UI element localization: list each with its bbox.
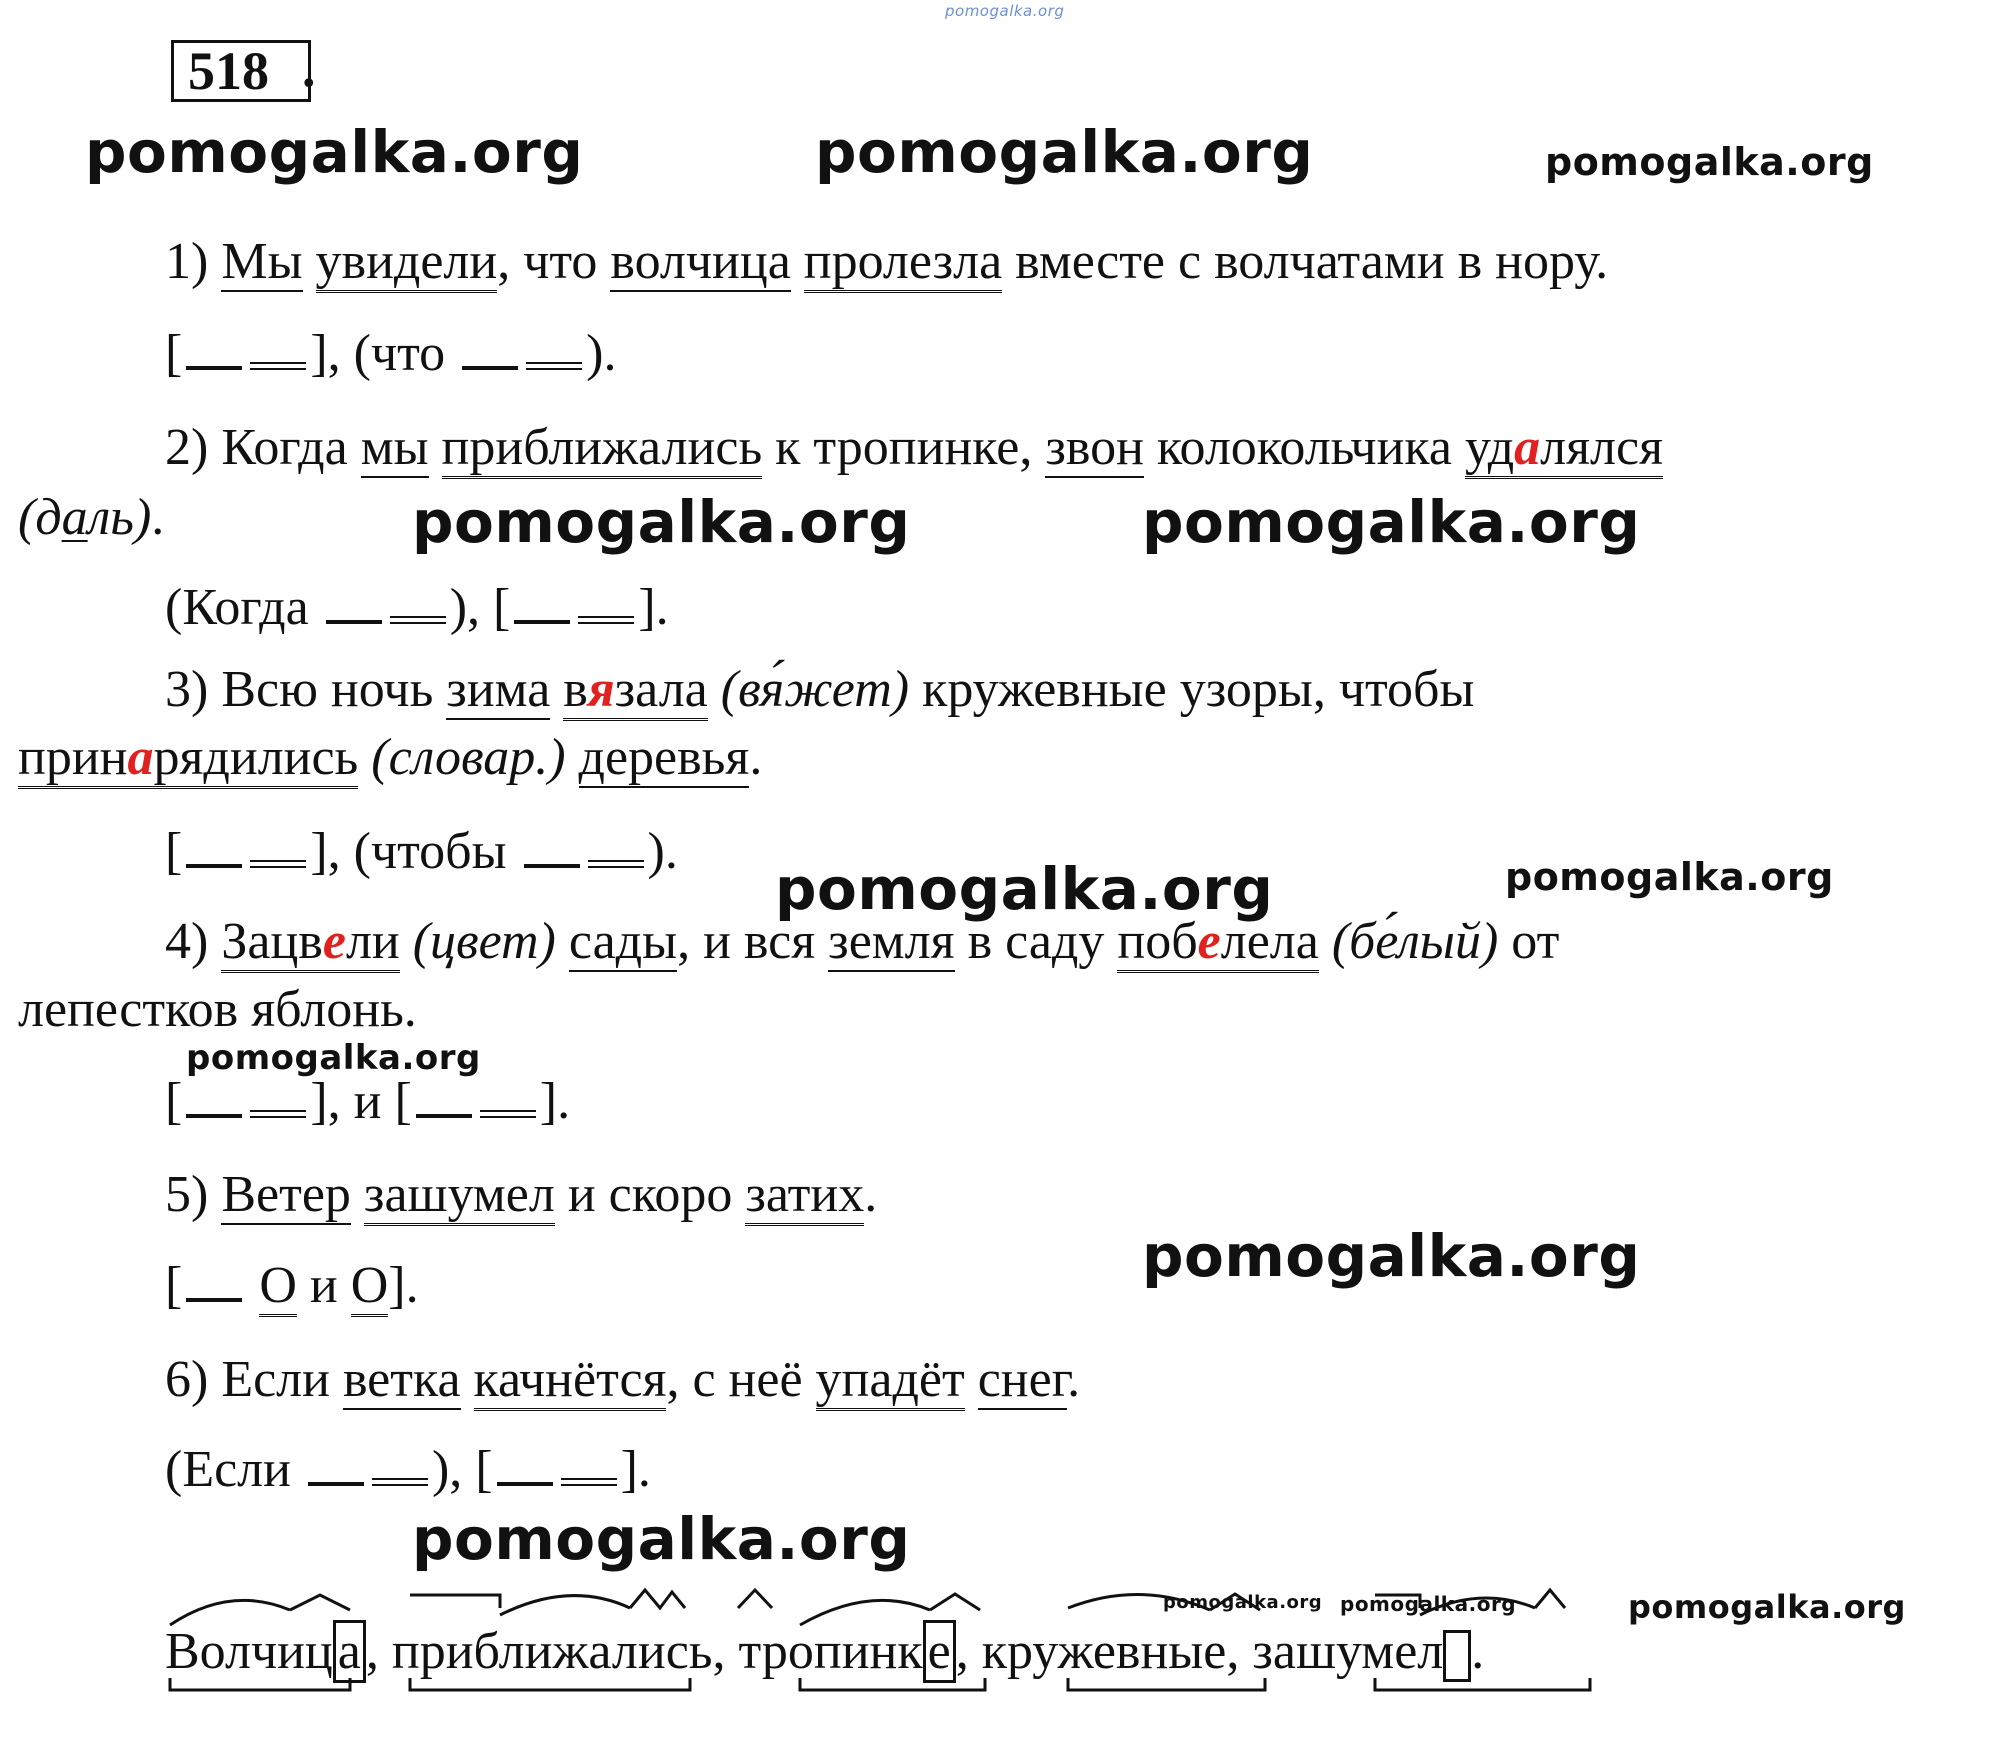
hint-text: (цвет) — [412, 913, 556, 970]
exercise-number: 518 — [171, 40, 311, 102]
predicate: качнётся — [474, 1351, 667, 1411]
root-arc — [800, 1600, 930, 1625]
watermark: pomogalka.org — [1340, 1592, 1517, 1616]
predicate-part: зала — [614, 661, 708, 718]
predicate-slot — [250, 362, 306, 370]
watermark: pomogalka.org — [1163, 1592, 1323, 1613]
suffix-hat — [290, 1595, 350, 1610]
watermark: pomogalka.org — [1628, 1588, 1906, 1626]
predicate: упадёт — [816, 1351, 965, 1411]
morph-word: тропинк — [738, 1623, 923, 1680]
sentence-2 — [165, 418, 1663, 478]
text: , с неё — [666, 1351, 803, 1408]
watermark: pomogalka.org — [1505, 855, 1834, 899]
predicate: пролезла — [804, 233, 1002, 293]
sentence-5 — [165, 1165, 877, 1225]
predicate-slot — [526, 362, 582, 370]
watermark: pomogalka.org — [1142, 488, 1641, 556]
morph-word: приближались — [391, 1623, 713, 1680]
predicate-slot — [588, 860, 644, 868]
sentence-4 — [165, 912, 1559, 972]
watermark-top: pomogalka.org — [945, 2, 1065, 20]
watermark: pomogalka.org — [775, 855, 1274, 923]
morph-word: кружевные — [981, 1623, 1227, 1680]
text: . — [1471, 1623, 1485, 1680]
sentence-number: 1) — [165, 233, 209, 290]
suffix-hat — [1535, 1590, 1565, 1608]
watermark: pomogalka.org — [186, 1038, 481, 1078]
watermark: pomogalka.org — [412, 1505, 911, 1573]
bracket: [ — [165, 823, 183, 880]
subject-slot — [186, 864, 242, 868]
predicate: зашумел — [364, 1166, 555, 1226]
text: , — [1226, 1623, 1240, 1680]
text: . — [151, 489, 165, 546]
text: 3) Всю ночь — [165, 661, 434, 718]
text: кружевные узоры, чтобы — [922, 661, 1475, 718]
scheme-text: ), [ — [431, 1441, 493, 1498]
exercise-number-dot: . — [302, 38, 316, 98]
scheme-text: ), [ — [449, 579, 511, 636]
prefix-mark — [1375, 1595, 1420, 1608]
predicate-part: Зацв — [221, 913, 323, 970]
suffix-hat — [1210, 1594, 1260, 1610]
text: 2) Когда — [165, 419, 348, 476]
sentence-1 — [165, 232, 1608, 292]
bracket: [ — [165, 1073, 183, 1130]
text: 4) — [165, 913, 209, 970]
highlighted-vowel: е — [322, 913, 346, 970]
hint-dal — [18, 488, 164, 548]
predicate-slot — [561, 1478, 617, 1486]
scheme-text: и — [309, 1257, 338, 1314]
base-bracket — [410, 1678, 690, 1690]
subject: Мы — [221, 233, 303, 290]
base-bracket — [1068, 1678, 1265, 1690]
highlighted-vowel: а — [1514, 419, 1541, 476]
scheme-text: (Когда — [165, 579, 309, 636]
predicate: затих — [745, 1166, 864, 1226]
ending-box: е — [923, 1620, 956, 1683]
subject: земля — [828, 913, 955, 970]
subject-slot — [326, 620, 382, 624]
highlighted-vowel: е — [1197, 913, 1221, 970]
predicate-part: прин — [18, 729, 128, 786]
subject-slot — [186, 366, 242, 370]
text: , и вся — [677, 913, 816, 970]
morph-word: Волчиц — [165, 1623, 333, 1680]
subject-slot — [514, 620, 570, 624]
predicate-slot — [372, 1478, 428, 1486]
subject: деревья — [578, 729, 750, 786]
scheme-3 — [165, 822, 678, 882]
sentence-6 — [165, 1350, 1080, 1410]
scheme-text: (Если — [165, 1441, 291, 1498]
text: и скоро — [567, 1166, 733, 1223]
predicate-slot — [250, 1110, 306, 1118]
scheme-5 — [165, 1256, 419, 1316]
base-bracket — [800, 1678, 985, 1690]
subject-slot — [186, 1114, 242, 1118]
sentence-4-line-2: лепестков яблонь. — [18, 981, 417, 1038]
predicate-part: ли — [345, 913, 400, 970]
bracket: ]. — [638, 579, 669, 636]
suffix-hat — [738, 1590, 772, 1608]
hint-vowel: а — [61, 489, 88, 546]
subject: зима — [446, 661, 551, 718]
hint-text: (словар.) — [371, 729, 566, 786]
text: 6) Если — [165, 1351, 330, 1408]
bracket: ). — [586, 325, 617, 382]
watermark: pomogalka.org — [815, 118, 1314, 186]
subject: мы — [360, 419, 429, 476]
text: . — [749, 729, 763, 786]
root-arc — [500, 1596, 630, 1615]
subject: волчица — [610, 233, 791, 290]
subject-slot — [308, 1482, 364, 1486]
sentence-3 — [165, 660, 1474, 720]
predicate-part: уд — [1464, 419, 1515, 476]
text: , — [712, 1623, 726, 1680]
predicate-part: лела — [1220, 913, 1319, 970]
subject-slot — [462, 366, 518, 370]
text: 5) — [165, 1166, 209, 1223]
watermark: pomogalka.org — [1142, 1222, 1641, 1290]
watermark: pomogalka.org — [85, 118, 584, 186]
highlighted-vowel: я — [587, 661, 615, 718]
highlighted-vowel: а — [127, 729, 154, 786]
root-arc — [170, 1600, 290, 1625]
morph-word: зашумел — [1252, 1623, 1444, 1680]
prefix-mark — [410, 1595, 500, 1608]
hint-text: (вя́жет) — [720, 661, 910, 718]
base-bracket — [170, 1678, 350, 1690]
predicate: увидели — [316, 233, 498, 293]
hint-text: (д — [18, 489, 62, 546]
predicate-part: лялся — [1540, 419, 1663, 476]
text: , что — [497, 233, 598, 290]
text: колокольчика — [1156, 419, 1452, 476]
subject: ветка — [342, 1351, 461, 1408]
morpheme-markup — [0, 1580, 1989, 1700]
subject-slot — [524, 864, 580, 868]
bracket: ). — [647, 823, 678, 880]
hint-text: ль) — [87, 489, 152, 546]
bracket: ]. — [620, 1441, 651, 1498]
watermark: pomogalka.org — [1545, 140, 1874, 184]
text: в саду — [967, 913, 1105, 970]
subject: Ветер — [221, 1166, 351, 1223]
bracket: [ — [165, 1257, 183, 1314]
predicate-part: рядились — [153, 729, 359, 786]
text: , — [955, 1623, 969, 1680]
predicate-slot — [480, 1110, 536, 1118]
text: . — [864, 1166, 878, 1223]
ending-box: а — [333, 1620, 366, 1683]
subject: звон — [1045, 419, 1144, 476]
bracket: [ — [165, 325, 183, 382]
scheme-1 — [165, 324, 616, 384]
sentence-3-line-2 — [18, 728, 762, 788]
subject: снег — [977, 1351, 1068, 1408]
predicate: приближались — [442, 419, 763, 479]
predicate-part: поб — [1117, 913, 1198, 970]
subject-slot — [186, 1298, 242, 1302]
predicate-slot — [390, 616, 446, 624]
base-bracket — [1375, 1678, 1590, 1690]
text: от — [1511, 913, 1560, 970]
subject: сады — [568, 913, 678, 970]
homogeneous-predicate: О — [259, 1257, 297, 1317]
homogeneous-predicate: О — [351, 1257, 389, 1317]
text: . — [1067, 1351, 1081, 1408]
root-arc — [1420, 1598, 1535, 1615]
scheme-4 — [165, 1072, 570, 1132]
watermark: pomogalka.org — [412, 488, 911, 556]
root-arc — [1068, 1594, 1210, 1610]
predicate-slot — [250, 860, 306, 868]
predicate-part: в — [563, 661, 588, 718]
scheme-2 — [165, 578, 669, 638]
scheme-text: ], (чтобы — [310, 823, 507, 880]
suffix-hat — [930, 1594, 980, 1610]
scheme-text: ], (что — [310, 325, 446, 382]
hint-text: (бе́лый) — [1331, 913, 1499, 970]
text: , — [365, 1623, 379, 1680]
scheme-text: ], и [ — [310, 1073, 412, 1130]
predicate-slot — [578, 616, 634, 624]
bracket: ]. — [539, 1073, 571, 1130]
subject-slot — [497, 1482, 553, 1486]
text: вместе с волчатами в нору. — [1015, 233, 1609, 290]
suffix-hat — [630, 1590, 685, 1608]
scheme-6 — [165, 1440, 651, 1500]
text: к тропинке, — [775, 419, 1033, 476]
subject-slot — [416, 1114, 472, 1118]
bracket: ]. — [388, 1257, 419, 1314]
